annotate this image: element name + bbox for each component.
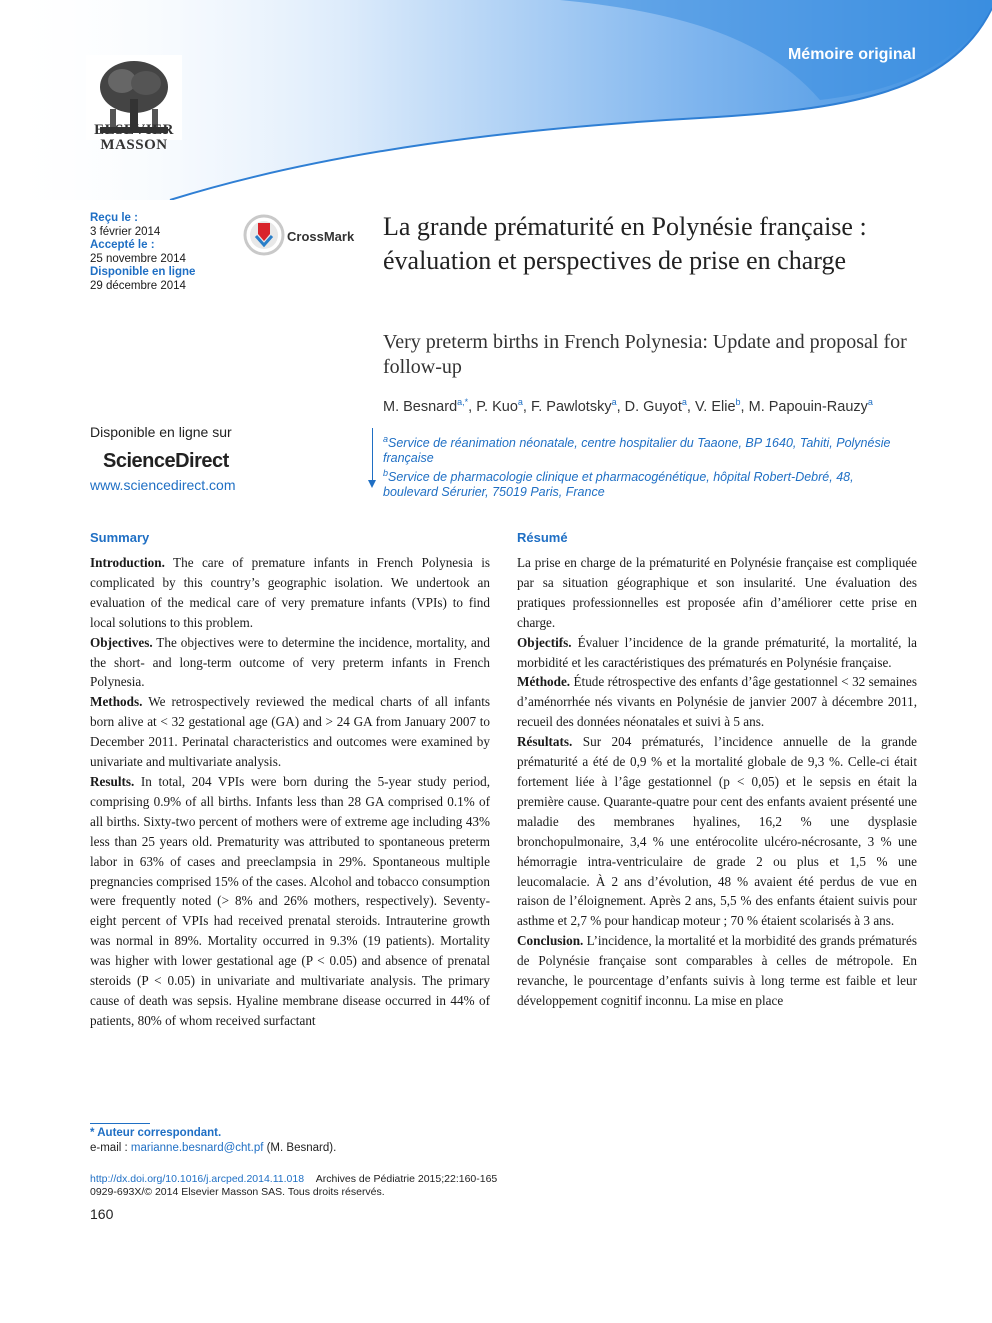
author-affil-marker: a bbox=[681, 397, 687, 407]
affiliation-b: $^b$Service de pharmacologie clinique et pharmacogénétique, hôpital Robert-Debré, 48, boulevard Sérurier, 75019 Paris, France bbox=[383, 468, 854, 500]
resume-methode: Méthode. Étude rétrospective des enfants d’âge gestationnel < 32 semaines d’aménorrhée nés vivants en Polynésie de janvier 2007 à décembre 2011, recueil des données néonatales et suivi à 5 ans. bbox=[517, 674, 917, 730]
accepted-label: Accepté le : bbox=[90, 239, 155, 252]
affiliations bbox=[383, 432, 903, 500]
author-name[interactable]: M. Besnard bbox=[383, 398, 458, 415]
doi-line bbox=[90, 1173, 497, 1185]
article-subtitle: Very preterm births in French Polynesia: Update and proposal for follow-up bbox=[383, 331, 907, 378]
doi-link[interactable]: http://dx.doi.org/10.1016/j.arcped.2014.11.018 bbox=[90, 1173, 305, 1185]
author-affil-marker: a bbox=[611, 397, 617, 407]
page-number: 160 bbox=[90, 1206, 114, 1222]
author-affil-marker: a bbox=[517, 397, 523, 407]
resume-column bbox=[517, 530, 917, 1011]
author-name[interactable]: F. Pawlotsky bbox=[530, 398, 612, 415]
author-name[interactable]: V. Elie bbox=[694, 398, 736, 415]
section-label: Mémoire original bbox=[787, 46, 916, 63]
received-date: 3 février 2014 bbox=[90, 225, 161, 238]
affiliation-arrow-icon bbox=[368, 480, 376, 488]
affiliation-rule bbox=[372, 428, 373, 486]
author-name[interactable]: D. Guyot bbox=[624, 398, 682, 415]
article-dates bbox=[90, 212, 195, 294]
accepted-date: 25 novembre 2014 bbox=[90, 252, 186, 265]
summary-results: Results. In total, 204 VPIs were born during the 5-year study period, comprising 0.9% of all births. Infants less than 28 GA comprised 0.1% of all births. Sixty-two percent of mothers were of extreme age including 43% less than 25 years old. Prematurity was attributed to spontaneous preterm labor in 63% of cases and preeclampsia in 29%. Spontaneous multiple pregnancies comprised 15% of the cases. Alcohol and tobacco consumption were frequently noted (> 8% and 26% mothers, respectively). Seventy-eight percent of VPIs had received prenatal steroids. Intrauterine growth was normal in 89%. Mortality occurred in 9.3% (19 patients). Mortality was higher with lower gestational age (P < 0.05) and absence of prenatal steroids (P < 0.05) in univariate and multivariate analysis. The primary cause of death was sepsis. Hyaline membrane disease occurred in 44% of patients, 80% of whom received surfactant bbox=[90, 773, 490, 1028]
affiliation-a: $^a$Service de réanimation néonatale, centre hospitalier du Taaone, BP 1640, Tahiti, Polynésie française bbox=[383, 434, 891, 466]
email-link[interactable]: marianne.besnard@cht.pf bbox=[130, 1142, 264, 1154]
sciencedirect-logo[interactable]: ScienceDirect bbox=[103, 450, 229, 472]
corresponding-author-note: * Auteur correspondant. bbox=[90, 1127, 222, 1139]
summary-methods: Methods. We retrospectively reviewed the medical charts of all infants born alive at < 32 gestational age (GA) and > 24 GA from January 2007 to December 2011. Perinatal characteristics and outcomes were examined by univariate and multivariate analysis. bbox=[90, 694, 490, 770]
footnote-rule bbox=[90, 1123, 150, 1124]
online-label: Disponible en ligne bbox=[90, 266, 196, 279]
author-affil-marker: a,* bbox=[457, 397, 469, 407]
author-name[interactable]: P. Kuo bbox=[476, 398, 518, 415]
resume-resultats: Résultats. Sur 204 prématurés, l’incidence annuelle de la grande prématurité a été de 0,9 % et la mortalité globale de 9,3 %. Celle-ci était fortement liée à l’âge gestationnel (p < 0,05) et le sepsis en était la première cause. Quarante-quatre pour cent des enfants avaient présenté une maladie des membranes hyalines, 16,2 % une dysplasie bronchopulmonaire, 3,4 % une entérocolite ulcéro-nécrosante, 3 % une hémorragie intra-ventriculaire de grade 2 ou plus et 1,5 % une leucomalacie. À 2 ans d’évolution, 48 % avaient été perdus de vue en raison de l’éloignement. Après 2 ans, 5,5 % des enfants étaient suivis pour asthme et 2,7 % pour handicap moteur ; 70 % étaient scolarisés à 3 ans. bbox=[517, 734, 917, 929]
sciencedirect-link[interactable]: www.sciencedirect.com bbox=[90, 477, 236, 493]
received-label: Reçu le : bbox=[90, 212, 138, 224]
email-note: e-mail : marianne.besnard@cht.pf (M. Besnard). bbox=[90, 1142, 337, 1154]
copyright-line: 0929-693X/© 2014 Elsevier Masson SAS. Tous droits réservés. bbox=[90, 1186, 385, 1198]
resume-introduction: La prise en charge de la prématurité en Polynésie française est compliquée par sa situation géographique et son insularité. Une évaluation des pratiques professionnelles est proposée afin d’améliorer cette prise en charge. bbox=[517, 555, 917, 630]
author-affil-marker: b bbox=[735, 397, 741, 407]
summary-heading: Summary bbox=[90, 530, 150, 545]
author-name[interactable]: M. Papouin-Rauzy bbox=[748, 398, 868, 415]
resume-objectifs: Objectifs. Évaluer l’incidence de la grande prématurité, la mortalité, la morbidité et les caractéristiques des prématurés en Polynésie française. bbox=[517, 634, 917, 670]
summary-column bbox=[90, 530, 490, 1031]
available-online-label: Disponible en ligne sur bbox=[90, 424, 232, 440]
online-date: 29 décembre 2014 bbox=[90, 279, 186, 292]
elsevier-masson-wordmark: ELSEVIER MASSON bbox=[94, 122, 174, 153]
resume-heading: Résumé bbox=[517, 530, 568, 545]
article-title: La grande prématurité en Polynésie française : évaluation et perspectives de prise en charge bbox=[383, 212, 867, 275]
summary-introduction: Introduction. The care of premature infants in French Polynesia is complicated by this country’s geographic isolation. We undertook an evaluation of the medical care of very premature infants (VPIs) to find local solutions to this problem. bbox=[90, 555, 490, 630]
summary-objectives: Objectives. The objectives were to determine the incidence, mortality, and the short- and long-term outcome of very preterm infants in French Polynesia. bbox=[90, 634, 490, 690]
journal-reference: Archives de Pédiatrie 2015;22:160-165 bbox=[315, 1173, 498, 1185]
resume-conclusion: Conclusion. L’incidence, la mortalité et la morbidité des grands prématurés de Polynésie française sont comparables à celles de métropole. En revanche, le pourcentage d’enfants suivis à long terme est faible et leur développement cognitif inconnu. La mise en place bbox=[517, 933, 917, 1008]
crossmark-label[interactable]: CrossMark bbox=[287, 229, 355, 244]
author-affil-marker: a bbox=[867, 397, 873, 407]
author-list: M. Besnard$^{a,*}$, P. Kuo$^a$, F. Pawlotsky$^a$, D. Guyot$^a$, V. Elie$^b$, M. Papouin-Rauzy$^a$ bbox=[383, 397, 873, 415]
